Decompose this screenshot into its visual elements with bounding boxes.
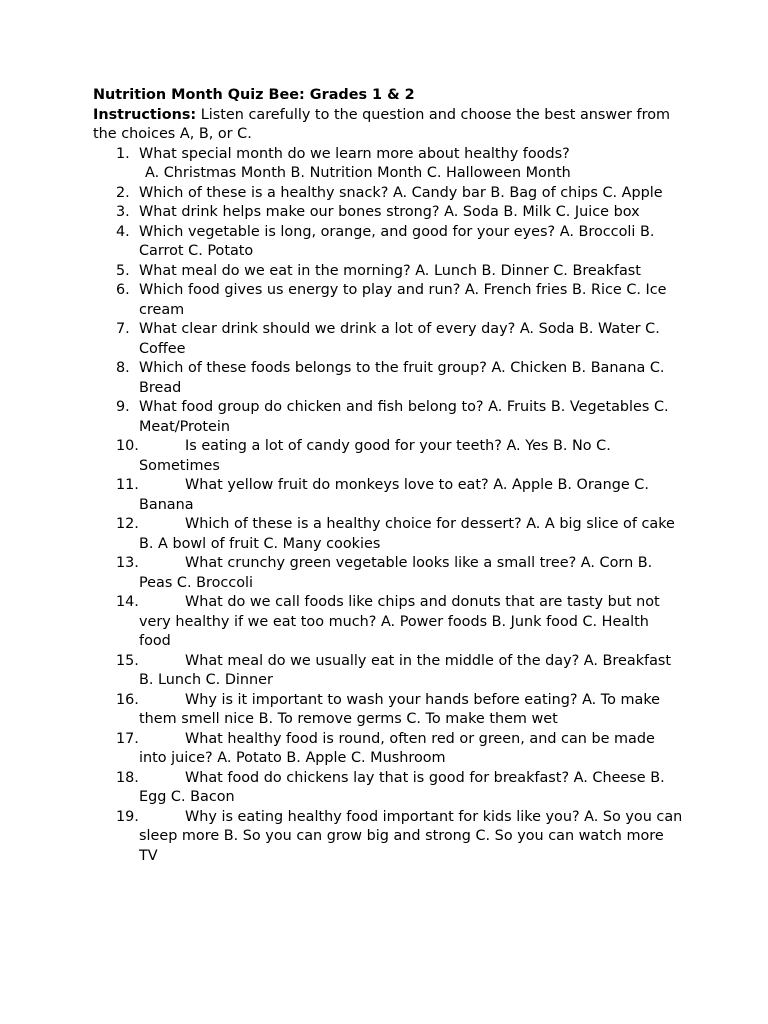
question-item bbox=[93, 515, 683, 554]
question-number: 19. bbox=[116, 808, 139, 825]
question-number: 8. bbox=[116, 360, 130, 376]
question-number: 12. bbox=[116, 516, 139, 532]
question-number: 15. bbox=[116, 652, 139, 669]
question-item bbox=[93, 730, 683, 769]
question-number: 18. bbox=[116, 769, 139, 786]
question-number: 5. bbox=[116, 262, 130, 279]
question-item bbox=[93, 437, 683, 476]
question-text: Why is it important to wash your hands before eating? A. To make them smell nice B. To remove germs C. To make them wet bbox=[139, 691, 661, 727]
question-list bbox=[93, 145, 683, 867]
question-item bbox=[93, 652, 683, 691]
question-item bbox=[93, 808, 683, 867]
question-item bbox=[93, 184, 683, 204]
question-text: Is eating a lot of candy good for your teeth? A. Yes B. No C. Sometimes bbox=[139, 438, 611, 474]
question-number: 9. bbox=[116, 399, 130, 415]
question-number: 11. bbox=[116, 477, 139, 493]
question-item bbox=[93, 359, 683, 398]
question-text: Which vegetable is long, orange, and good for your eyes? A. Broccoli B. Carrot C. Potato bbox=[139, 223, 655, 259]
question-number: 4. bbox=[116, 223, 130, 240]
question-text: Which of these is a healthy snack? A. Candy bar B. Bag of chips C. Apple bbox=[139, 184, 663, 201]
question-number: 7. bbox=[116, 321, 130, 337]
question-number: 16. bbox=[116, 691, 139, 708]
question-number: 6. bbox=[116, 282, 130, 298]
question-text: What healthy food is round, often red or green, and can be made into juice? A. Potato B. Apple C. Mushroom bbox=[139, 730, 655, 766]
question-item bbox=[93, 262, 683, 282]
question-text: What meal do we usually eat in the middle of the day? A. Breakfast B. Lunch C. Dinner bbox=[139, 652, 672, 688]
document-title: Nutrition Month Quiz Bee: Grades 1 & 2 bbox=[93, 87, 415, 103]
question-item bbox=[93, 593, 683, 652]
question-text: Why is eating healthy food important for kids like you? A. So you can sleep more B. So you can grow big and strong C. So you can watch more TV bbox=[139, 808, 683, 864]
question-item bbox=[93, 554, 683, 593]
question-number: 1. bbox=[116, 145, 130, 162]
question-text: What clear drink should we drink a lot of every day? A. Soda B. Water C. Coffee bbox=[139, 321, 660, 357]
question-item bbox=[93, 691, 683, 730]
question-text: Which of these is a healthy choice for dessert? A. A big slice of cake B. A bowl of fruit C. Many cookies bbox=[139, 516, 675, 552]
question-text: What yellow fruit do monkeys love to eat? A. Apple B. Orange C. Banana bbox=[139, 477, 649, 513]
question-item bbox=[93, 223, 683, 262]
question-item bbox=[93, 145, 683, 184]
question-text: Which of these foods belongs to the fruit group? A. Chicken B. Banana C. Bread bbox=[139, 360, 665, 396]
question-item bbox=[93, 203, 683, 223]
question-item bbox=[93, 281, 683, 320]
question-text: What crunchy green vegetable looks like a small tree? A. Corn B. Peas C. Broccoli bbox=[139, 555, 653, 591]
instructions-paragraph bbox=[93, 106, 683, 145]
question-text: What food do chickens lay that is good for breakfast? A. Cheese B. Egg C. Bacon bbox=[139, 769, 665, 805]
question-number: 10. bbox=[116, 438, 139, 454]
question-number: 3. bbox=[116, 204, 130, 220]
question-text: Which food gives us energy to play and run? A. French fries B. Rice C. Ice cream bbox=[139, 282, 667, 318]
question-text: What food group do chicken and fish belong to? A. Fruits B. Vegetables C. Meat/Protein bbox=[139, 399, 669, 435]
question-text: What meal do we eat in the morning? A. Lunch B. Dinner C. Breakfast bbox=[139, 262, 641, 279]
question-number: 13. bbox=[116, 555, 139, 571]
question-item bbox=[93, 398, 683, 437]
instructions-text: Listen carefully to the question and choose the best answer from the choices A, B, or C. bbox=[93, 106, 671, 142]
question-item bbox=[93, 476, 683, 515]
question-number: 2. bbox=[116, 184, 130, 201]
question-text: What special month do we learn more about healthy foods? bbox=[139, 145, 570, 162]
question-item bbox=[93, 320, 683, 359]
document-page bbox=[93, 86, 683, 866]
question-item bbox=[93, 769, 683, 808]
question-number: 14. bbox=[116, 594, 139, 610]
question-number: 17. bbox=[116, 730, 139, 747]
question-text: What drink helps make our bones strong? A. Soda B. Milk C. Juice box bbox=[139, 204, 640, 220]
question-choices: A. Christmas Month B. Nutrition Month C. Halloween Month bbox=[145, 165, 571, 181]
question-text: What do we call foods like chips and donuts that are tasty but not very healthy if we eat too much? A. Power foods B. Junk food C. Health food bbox=[139, 594, 660, 649]
instructions-label: Instructions: bbox=[93, 106, 197, 123]
